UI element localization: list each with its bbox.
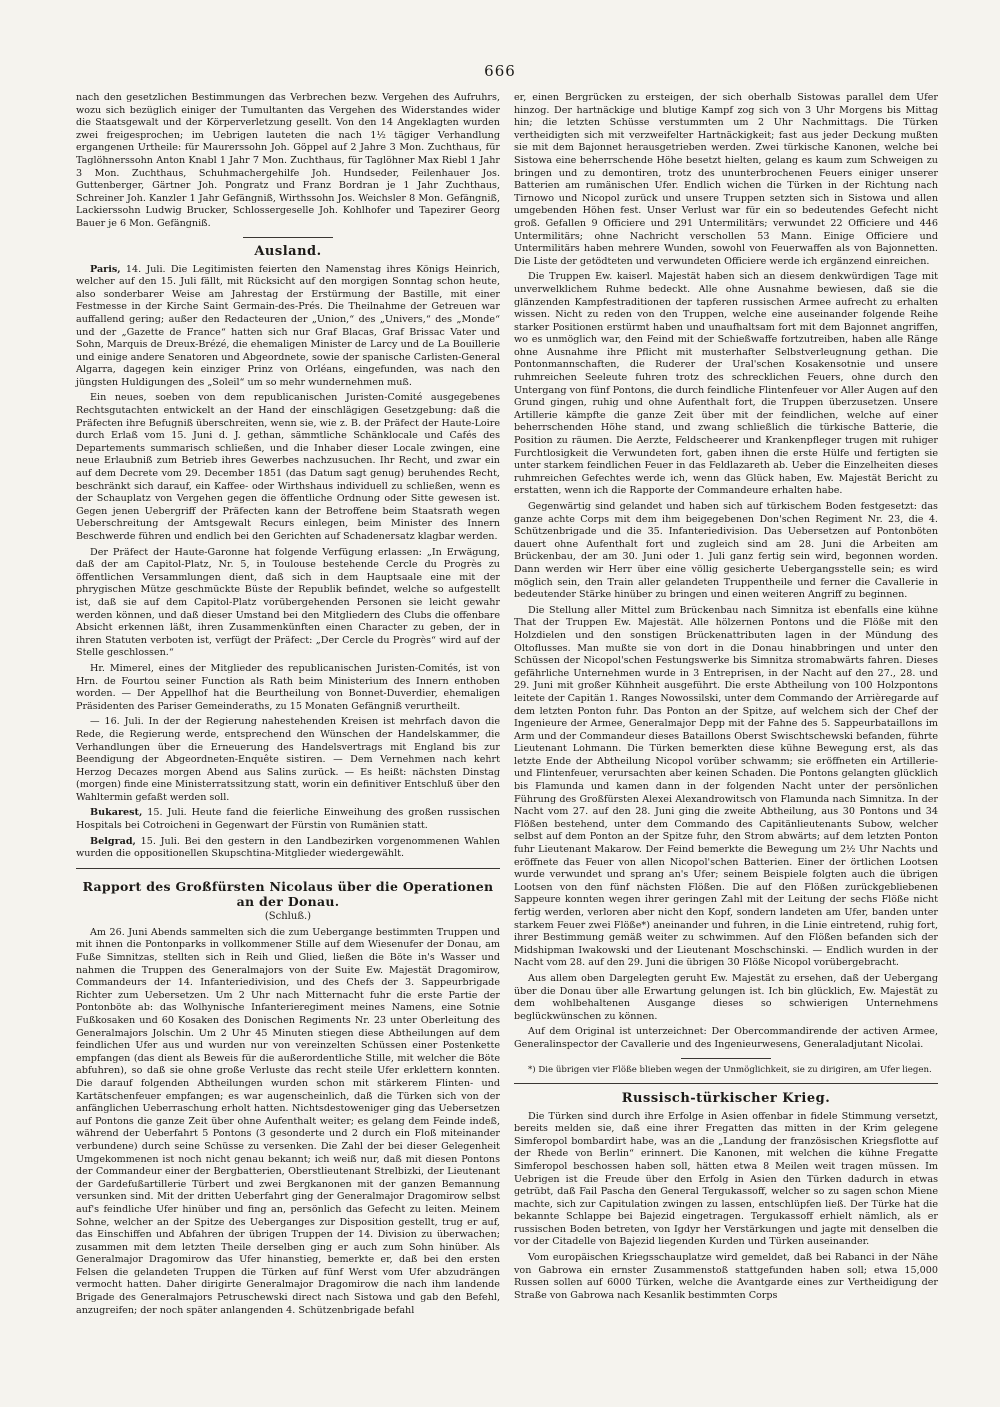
article-headline: Rapport des Großfürsten Nicolaus über die Operationen an der Donau. bbox=[82, 878, 494, 909]
article-paragraph: Die Türken sind durch ihre Erfolge in Asien offenbar in fidele Stimmung versetzt, bereits melden sie, daß eine ihrer Fregatten das mitten in der Krim gelegene Simferopol bombardirt habe, was an die „Landung der französischen Kriegsflotte auf der Rhede von Berlin“ erinnert. Die Kanonen, mit welchen die kühne Fregatte Simferopol beschossen haben soll, hätten etwa 8 Meilen weit tragen müssen. Im Uebrigen ist die Freude über den Erfolg in Asien den Türken dadurch in etwas getrübt, daß Fail Pascha den General Tergukassoff, welcher so zu sagen schon Miene machte, sich zur Capitulation zwingen zu lassen, entschlüpfen ließ. Der Türke hat die bekannte Schlappe bei Bajezid eingetragen. Tergukassoff erhielt nämlich, als er russischen Boden betreten, von Igdyr her Verstärkungen und jagte mit denselben die vor der Citadelle von Bajezid liegenden Kurden und Türken auseinander. bbox=[514, 1110, 938, 1248]
article-paragraph: Die Truppen Ew. kaiserl. Majestät haben sich an diesem denkwürdigen Tage mit unverwelklichem Ruhme bedeckt. Alle ohne Ausnahme bewiesen, daß sie die glänzenden Kampfestraditionen der tapferen russischen Armee aufrecht zu erhalten wissen. Nicht zu reden von den Truppen, welche eine auseinander folgende Reihe starker Positionen erstürmt haben und unaufhaltsam fort mit dem Bajonnet angriffen, wo es unmöglich war, den Feind mit der Schießwaffe fortzutreiben, haben alle Ränge ohne Ausnahme ihre Pflicht mit musterhafter Selbstverleugnung gethan. Die Pontonmannschaften, die Ruderer der Ural'schen Kosakensotnie und unsere ruhmreichen Seeleute fuhren trotz des schrecklichen Feuers, ohne durch den Untergang von fünf Pontons, die durch feindliche Flintenfeuer vor Aller Augen auf den Grund gingen, ruhig und ohne Aufenthalt fort, die Truppen überzusetzen. Unsere Artillerie kämpfte die ganze Zeit über mit der feindlichen, welche auf einer beherrschenden Höhe stand, und zwang schließlich die türkische Batterie, die Position zu räumen. Die Aerzte, Feldscheerer und Krankenpfleger trugen mit ruhiger Furchtlosigkeit die Verwundeten fort, gaben ihnen die erste Hülfe und fertigten sie unter starkem feindlichen Feuer in das Feldlazareth ab. Ueber die Einzelheiten dieses ruhmreichen Gefechtes werde ich, wenn das Glück haben, Ew. Majestät Bericht zu erstatten, wenn ich die Rapporte der Commandeure erhalten habe. bbox=[514, 271, 938, 497]
dateline-city: Belgrad, bbox=[90, 835, 136, 847]
article-subheadline: (Schluß.) bbox=[264, 910, 312, 922]
article-paragraph: Der Präfect der Haute-Garonne hat folgende Verfügung erlassen: „In Erwägung, daß der am Capitol-Platz, Nr. 5, in Toulouse bestehende Cercle du Progrès zu öffentlichen Versammlungen dient, daß sich in dem Hauptsaale eine mit der phrygischen Mütze geschmückte Büste der Republik befindet, welche so aufgestellt ist, daß sie auf dem Capitol-Platz vorübergehenden Personen sie leicht gewahr werden können, und daß dieser Umstand bei den Mitgliedern des Clubs die offenbare Absicht erkennen läßt, ihren Zusammenkünften einen Character zu geben, der in ihren Statuten verboten ist, verfügt der Präfect: „Der Cercle du Progrès“ wird auf der Stelle geschlossen.“ bbox=[76, 546, 500, 659]
article-paragraph: Paris, 14. Juli. Die Legitimisten feierten den Namenstag ihres Königs Heinrich, welcher auf den 15. Juli fällt, mit Rücksicht auf den morgigen Sonntag schon heute, also sonderbarer Weise am Jahrestag der Erstürmung der Bastille, mit einer Festmesse in der Kirche Saint Germain-des-Prés. Die Theilnahme der Getreuen war auffallend gering; außer den Redacteuren der „Union,“ des „Univers,“ des „Monde“ und der „Gazette de France“ hatten sich nur Graf Blacas, Graf Brissac Vater und Sohn, Marquis de Dreux-Brézé, die ehemaligen Minister de Larcy und de La Bouillerie und einige andere Senatoren und Abgeordnete, sowie der spanische Carlisten-General Algarra, dagegen kein einziger Prinz von Orléans, eingefunden, was nach den jüngsten Huldigungen des „Soleil“ um so mehr wundernehmen muß. bbox=[76, 263, 500, 388]
article-paragraph: Die Stellung aller Mittel zum Brückenbau nach Simnitza ist ebenfalls eine kühne That der Truppen Ew. Majestät. Alle hölzernen Pontons und die Flöße mit den Holzdielen und den sonstigen Brückenattributen lagen in der Mündung des Oltoflusses. Man mußte sie von dort in die Donau hinabbringen und unter den Schüssen der Nicopol'schen Festungswerke bis Simnitza stromabwärts fahren. Dieses gefährliche Unternehmen wurde in 3 Entreprisen, in der Nacht auf den 27., 28. und 29. Juni mit großer Kühnheit ausgeführt. Die erste Abtheilung von 100 Holzpontons leitete der Capitän 1. Ranges Nowossilski, unter dem Commando der Arrièregarde auf dem letzten Ponton fuhr. Das Ponton an der Spitze, auf welchem sich der Chef der Ingenieure der Armee, Generalmajor Depp mit der Fahne des 5. Sappeurbataillons im Arm und der Commandeur dieses Bataillons Oberst Swischtschewski befanden, führte Lieutenant Lohmann. Die Türken bemerkten diese kühne Bewegung erst, als das letzte Ende der Abtheilung Nicopol vorüber schwamm; sie eröffneten ein Artillerie- und Flintenfeuer, verursachten aber keinen Schaden. Die Pontons gelangten glücklich bis Flamunda und kamen dann in der folgenden Nacht unter der persönlichen Führung des Großfürsten Alexei Alexandrowitsch von Flamunda nach Simnitza. In der Nacht vom 27. auf den 28. Juni ging die zweite Abtheilung, aus 30 Pontons und 34 Flößen bestehend, unter dem Commando des Capitänlieutenants Subow, welcher selbst auf dem Ponton an der Spitze fuhr, den Strom abwärts; auf dem letzten Ponton fuhr Lieutenant Makarow. Der Feind bemerkte die Bewegung um 2½ Uhr Nachts und eröffnete das Feuer von allen Nicopol'schen Batterien. Einer der örtlichen Lootsen wurde verwundet und sprang an's Ufer; seinem Beispiele folgten auch die übrigen Lootsen von den fünf nächsten Flößen. Die auf den Flößen zurückgebliebenen Sappeure konnten wegen ihrer geringen Zahl mit der Leitung der sechs Flöße nicht fertig werden, verloren aber nicht den Kopf, sondern landeten am Ufer, banden unter starkem Feuer zwei Flöße*) aneinander und fuhren, in die Linie eintretend, ruhig fort, ihrer Bestimmung gemäß weiter zu schwimmen. Auf den Flößen befanden sich der Midshipman Iwakowski und der Lieutenant Moschschinski. — Endlich wurden in der Nacht vom 28. auf den 29. Juni die übrigen 30 Flöße Nicopol vorübergebracht. bbox=[514, 604, 938, 969]
article-paragraph: er, einen Bergrücken zu ersteigen, der sich oberhalb Sistowas parallel dem Ufer hinzog. Der hartnäckige und blutige Kampf zog sich von 3 Uhr Morgens bis Mittag hin; die letzten Schüsse verstummten um 2 Uhr Nachmittags. Die Türken vertheidigten sich mit verzweifelter Hartnäckigkeit; fast aus jeder Deckung mußten sie mit dem Bajonnet herausgetrieben werden. Zwei türkische Kanonen, welche bei Sistowa eine beherrschende Höhe besetzt hielten, gelang es kaum zum Schweigen zu bringen und zu demontiren, trotz des ununterbrochenen Feuers einiger unserer Batterien am rumänischen Ufer. Endlich wichen die Türken in der Richtung nach Tirnowo und Nicopol zurück und unsere Truppen setzten sich in Sistowa und allen umgebenden Höhen fest. Unser Verlust war für ein so bedeutendes Gefecht nicht groß. Gefallen 9 Officiere und 291 Untermilitärs; verwundet 22 Officiere und 446 Untermilitärs; ohne Nachricht verschollen 53 Mann. Einige Officiere und Untermilitärs haben mehrere Wunden, sowohl von Feuerwaffen als von Bajonnetten. Die Liste der getödteten und verwundeten Officiere werde ich ergänzend einreichen. bbox=[514, 92, 938, 267]
article-paragraph: Vom europäischen Kriegsschauplatze wird gemeldet, daß bei Rabanci in der Nähe von Gabrowa ein ernster Zusammenstoß stattgefunden haben soll; etwa 15,000 Russen sollen auf 6000 Türken, welche die Avantgarde eines zur Vertheidigung der Straße von Gabrowa nach Kesanlik bestimmten Corps bbox=[514, 1252, 938, 1301]
article-paragraph: Hr. Mimerel, eines der Mitglieder des republicanischen Juristen-Comités, ist von Hrn. de Fourtou seiner Function als Rath beim Ministerium des Innern enthoben worden. — Der Appellhof hat die Beurtheilung von Bonnet-Duverdier, ehemaligen Präsidenten des Pariser Gemeinderaths, zu 15 Monaten Gefängniß verurtheilt. bbox=[76, 662, 500, 712]
right-column bbox=[514, 92, 938, 1320]
divider bbox=[243, 237, 333, 238]
footnote: *) Die übrigen vier Flöße blieben wegen der Unmöglichkeit, sie zu dirigiren, am Ufer liegen. bbox=[528, 1064, 932, 1075]
article-paragraph: Ein neues, soeben von dem republicanischen Juristen-Comité ausgegebenes Rechtsgutachten entwickelt an der Hand der einschlägigen Gesetzgebung: daß die Präfecten ihre Befugniß überschreiten, wenn sie, wie z. B. der Präfect der Haute-Loire durch Erlaß vom 15. Juni d. J. gethan, sämmtliche Schänklocale und Cafés des Departements summarisch schließen, und die Inhaber dieser Locale zwingen, eine neue Erlaubniß zum Betrieb ihres Gewerbes nachzusuchen. Ihr Recht, und zwar ein auf dem Decrete vom 29. December 1851 (das Datum sagt genug) beruhendes Recht, beschränkt sich darauf, ein Kaffee- oder Wirthshaus individuell zu schließen, wenn es der Schauplatz von Vergehen gegen die öffentliche Ordnung oder Sitte gewesen ist. Gegen jenen Uebergriff der Präfecten kann der Betroffene beim Staatsrath wegen Ueberschreitung der Amtsgewalt Recurs einlegen, beim Minister des Innern Beschwerde führen und endlich bei den Gerichten auf Schadenersatz klagbar werden. bbox=[76, 392, 500, 542]
article-paragraph: — 16. Juli. In der der Regierung nahestehenden Kreisen ist mehrfach davon die Rede, die Regierung werde, entsprechend den Wünschen der Handelskammer, die Verhandlungen über die Erneuerung des Handelsvertrags mit England bis zur Beendigung der Abgeordneten-Enquête sistiren. — Dem Vernehmen nach kehrt Herzog Decazes morgen Abend aus Salins zurück. — Es heißt: nächsten Dinstag (morgen) finde eine Ministerratssitzung statt, worin ein definitiver Entschluß über den Wahltermin gefaßt werden soll. bbox=[76, 716, 500, 803]
divider bbox=[76, 868, 500, 869]
left-column bbox=[76, 92, 500, 1320]
article-paragraph: nach den gesetzlichen Bestimmungen das Verbrechen bezw. Vergehen des Aufruhrs, wozu sich bezüglich einiger der Tumultanten das Vergehen des Widerstandes wider die Staatsgewalt und der Körperverletzung gesellt. Von den 14 Angeklagten wurden zwei freigesprochen; im Uebrigen lauteten die nach 1½ tägiger Verhandlung ergangenen Urtheile: für Maurerssohn Joh. Göppel auf 2 Jahre 3 Mon. Zuchthaus, für Taglöhnerssohn Anton Knabl 1 Jahr 7 Mon. Zuchthaus, für Taglöhner Max Riebl 1 Jahr 3 Mon. Zuchthaus, Schuhmachergehilfe Joh. Hundseder, Feilenhauer Jos. Guttenberger, Gärtner Joh. Pongratz und Franz Bordran je 1 Jahr Zuchthaus, Schreiner Joh. Kanzler 1 Jahr Gefängniß, Wirthssohn Jos. Weichsler 8 Mon. Gefängniß, Lackierssohn Ludwig Brucker, Schlossergeselle Joh. Kohlhofer und Tapezirer Georg Bauer je 6 Mon. Gefängniß. bbox=[76, 92, 500, 229]
dateline-city: Paris, bbox=[90, 263, 121, 275]
divider bbox=[681, 1058, 771, 1059]
dateline-city: Bukarest, bbox=[90, 807, 143, 819]
article-paragraph: Belgrad, 15. Juli. Bei den gestern in den Landbezirken vorgenommenen Wahlen wurden die oppositionellen Skupschtina-Mitglieder wiedergewählt. bbox=[76, 835, 500, 860]
article-paragraph: Aus allem oben Dargelegten geruht Ew. Majestät zu ersehen, daß der Uebergang über die Donau über alle Erwartung gelungen ist. Ich bin glücklich, Ew. Majestät zu dem wohlbehaltenen Ausgange dieses so schwierigen Unternehmens beglückwünschen zu können. bbox=[514, 972, 938, 1022]
article-paragraph: Gegenwärtig sind gelandet und haben sich auf türkischem Boden festgesetzt: das ganze achte Corps mit dem ihm beigegebenen Don'schen Regiment Nr. 23, die 4. Schützenbrigade und die 35. Infanteriedivision. Das Uebersetzen auf Pontonböten dauert ohne Aufenthalt fort und zugleich sind am 28. Juni die Arbeiten am Brückenbau, der am 30. Juni oder 1. Juli ganz fertig sein wird, begonnen worden. Dann werden wir Herr über eine völlig gesicherte Uebergangsstelle sein; es wird möglich sein, den Train aller gelandeten Truppentheile und ferner die Cavallerie in bedeutender Stärke hinüber zu bringen und einen weiteren Angriff zu beginnen. bbox=[514, 501, 938, 601]
section-heading-ausland: Ausland. bbox=[254, 243, 322, 259]
article-paragraph: Am 26. Juni Abends sammelten sich die zum Uebergange bestimmten Truppen und mit ihnen die Pontonparks in vollkommener Stille auf dem Wiesenufer der Donau, am Fuße Simnitzas, stellten sich in Reih und Glied, ließen die Böte in's Wasser und nahmen die Truppen des Generalmajors von der Suite Ew. Majestät Dragomirow, Commandeurs der 14. Infanteriedivision, und des Chefs der 3. Sappeurbrigade Richter zum Uebersetzen. Um 2 Uhr nach Mitternacht fuhr die erste Partie der Pontonböte ab: das Wolhynische Infanterieregiment meines Namens, eine Sotnie Fußkosaken und 60 Kosaken des Donischen Regiments Nr. 23 unter Oberleitung des Generalmajors Jolschin. Um 2 Uhr 45 Minuten stiegen diese Abtheilungen auf dem feindlichen Ufer aus und wurden nur von vereinzelten Schüssen einer Postenkette empfangen (das dient als Beweis für die außerordentliche Stille, mit welcher die Böte abfuhren), so daß sie ohne große Verluste das recht steile Ufer erklettern konnten. Die darauf folgenden Abtheilungen wurden schon mit stärkerem Flinten- und Kartätschenfeuer empfangen; es war augenscheinlich, daß die Türken sich von der anfänglichen Ueberraschung erholt hatten. Nichtsdestoweniger ging das Uebersetzen auf Pontons die ganze Zeit über ohne Aufenthalt weiter; es gelang dem Feinde indeß, während der Ueberfahrt 5 Pontons (3 gesonderte und 2 durch ein Floß miteinander verbundene) durch seine Schüsse zu versenken. Die Zahl der bei dieser Gelegenheit Umgekommenen ist noch nicht genau bekannt; ich weiß nur, daß mit diesen Pontons der Commandeur einer der Bergbatterien, Oberstlieutenant Strelbizki, der Lieutenant der Gardefußartillerie Türbert und zwei Bergkanonen mit der ganzen Bemannung versunken sind. Mit der dritten Ueberfahrt ging der Generalmajor Dragomirow selbst auf's feindliche Ufer hinüber und fing an, persönlich das Gefecht zu leiten. Meinem Sohne, welcher an der Spitze des Ueberganges zur Disposition gestellt, trug er auf, das Einschiffen und Abfahren der übrigen Truppen der 14. Division zu überwachen; zusammen mit dem letzten Theile derselben ging er auch zum Sohn hinüber. Als Generalmajor Dragomirow das Ufer hinanstieg, bemerkte er, daß bei den ersten Felsen die gelandeten Truppen die Türken auf fünf Werst vom Ufer abzudrängen vermocht hatten. Daher dirigirte Generalmajor Dragomirow die nach ihm landende Brigade des Generalmajors Petruschewski direct nach Sistowa und gab den Befehl, anzugreifen; der noch später anlangenden 4. Schützenbrigade befahl bbox=[76, 926, 500, 1316]
divider bbox=[514, 1083, 938, 1084]
article-paragraph: Bukarest, 15. Juli. Heute fand die feierliche Einweihung des großen russischen Hospitals bei Cotroicheni in Gegenwart der Fürstin von Rumänien statt. bbox=[76, 807, 500, 832]
page-number: 666 bbox=[484, 62, 516, 80]
article-paragraph: Auf dem Original ist unterzeichnet: Der Obercommandirende der activen Armee, Generalinspector der Cavallerie und des Ingenieurwesens, Generaladjutant Nicolai. bbox=[514, 1026, 938, 1050]
section-heading-krieg: Russisch-türkischer Krieg. bbox=[621, 1090, 831, 1106]
